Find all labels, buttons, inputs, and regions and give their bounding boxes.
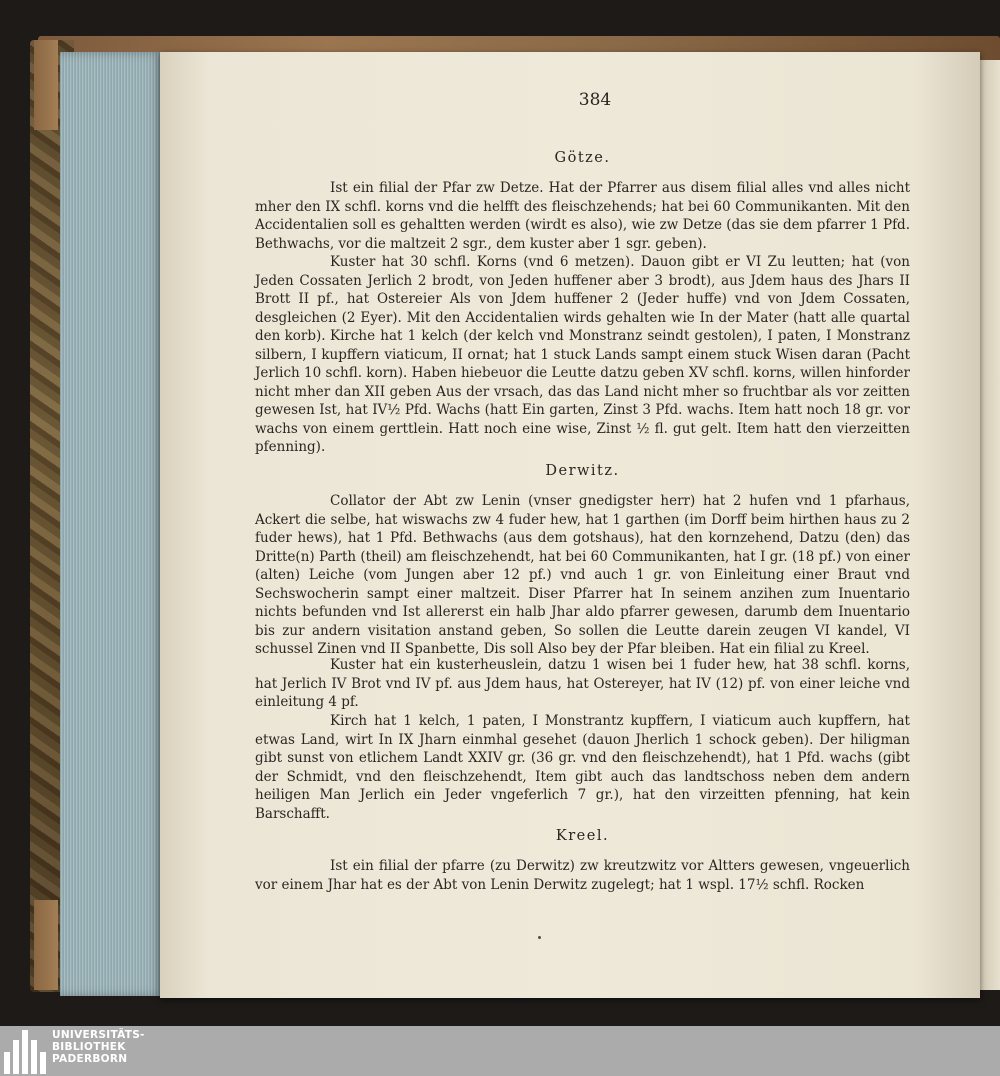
logo-line: UNIVERSITÄTS- [52,1029,145,1041]
logo-line: PADERBORN [52,1053,128,1065]
logo-line: BIBLIOTHEK [52,1041,126,1053]
page-number: 384 [578,90,612,110]
library-logo-icon [4,1028,48,1074]
paragraph: Kirche hat 1 kelch (der kelch vnd Monstranz seindt gestolen), I paten, I Monstranz silbern, I kupffern viaticum, II ornat; hat 1 stuck Lands sampt einem stuck Wisen daran (Pacht Jerlich 10 schfl. korn). Haben hiebeuor die Leutte datzu geben XV schfl. korns, willen hinforder nicht mher dan XII geben Aus der vrsach, das das Land nicht mher so fruchtbar als vor zeitten gewesen Ist, hat IV½ Pfd. Wachs (hatt Ein garten, Zinst 3 Pfd. wachs. Item hatt noch 18 gr. vor wachs von einem gerttlein. Hatt noch eine wise, Zinst ½ fl. gut gelt. Item hatt den vierzeitten pfenning). [255,328,910,456]
page-speck [538,936,541,939]
paragraph: Collator der Abt zw Lenin (vnser gnedigster herr) hat 2 hufen vnd 1 pfarhaus, Ackert die selbe, hat wiswachs zw 4 fuder hew, hat 1 garthen (im Dorff beim hirthen haus zu 2 fuder hews), hat 1 Pfd. Bethwachs (aus dem gotshaus), hat den kornzehend, Datzu (den) das Dritte(n) Parth (theil) am fleischzehendt, hat bei 60 Communikanten, hat I gr. (18 pf.) von einer (alten) Leiche (vom Jungen aber 12 pf.) vnd auch 1 gr. von Einleitung einer Braut vnd Sechswocherin sampt einer maltzeit. Diser Pfarrer hat In seinem anzihen zum Inuentario nichts befunden vnd Ist allererst ein halb Jhar aldo pfarrer gewesen, darumb dem Inuentario bis zur andern visitation anstand geben, So sollen die Leutte darein zeugen VI kandel, VI schussel Zinen vnd II Spanbette, Dis soll Also bey der Pfar bleiben. Hat ein filial zu Kreel. [255,493,910,658]
paragraph: Ist ein filial der Pfar zw Detze. Hat der Pfarrer aus disem filial alles vnd alles nicht mher den IX schfl. korns vnd die helfft des fleischzehends; hat bei 60 Communikanten. Mit den Accidentalien soll es gehaltten werden (wirdt es also), wie zw Detze (das sie dem pfarrer 1 Pfd. Bethwachs, vor die maltzeit 2 sgr., dem kuster aber 1 sgr. geben). [255,180,910,252]
section-heading-kreel: Kreel. [555,828,610,844]
paragraph: Ist ein filial der pfarre (zu Derwitz) zw kreutzwitz vor Altters gewesen, vngeuerlich vor einem Jhar hat es der Abt von Lenin Derwitz zugelegt; hat 1 wspl. 17½ schfl. Rocken [255,858,910,893]
paragraph: Kuster hat ein kusterheuslein, datzu 1 wisen bei 1 fuder hew, hat 38 schfl. korns, hat Jerlich IV Brot vnd IV pf. aus Jdem haus, hat Ostereyer, hat IV (12) pf. von einer leiche vnd einleitung 4 pf. [255,657,910,711]
paragraph: Kuster hat 30 schfl. Korns (vnd 6 metzen). Dauon gibt er VI Zu leutten; hat (von Jeden Cossaten Jerlich 2 brodt, von Jeden huffener aber 3 brodt), aus Jdem haus des Jhars II Brott II pf., hat Ostereier Als von Jdem huffener 2 (Jeder huffe) vnd von Jdem Cossaten, desgleichen (2 Eyer). Mit den Accidentalien wirds gehalten wie In der Mater (hatt alle quartal den korb). [255,254,910,345]
library-logo-text [52,1029,145,1065]
section-heading-derwitz: Derwitz. [545,463,620,479]
cover-corner-top [34,40,58,130]
section-heading-goetze: Götze. [554,150,611,166]
paragraph: Kirch hat 1 kelch, 1 paten, I Monstrantz kupffern, I viaticum auch kupffern, hat etwas Land, wirt In IX Jharn einmhal gesehet (dauon Jherlich 1 schock geben). Der hiligman gibt sunst von etlichem Landt XXIV gr. (36 gr. vnd den fleischzehendt), hat 1 Pfd. wachs (gibt der Schmidt, vnd den fleischzehendt, Item gibt auch das landtschoss neben dem andern heiligen Man Jerlich ein Jeder vngeferlich 7 gr.), hat den virzeitten pfenning, hat kein Barschafft. [255,713,910,822]
library-footer [0,1026,1000,1076]
page-edges [60,52,164,996]
cover-corner-bottom [34,900,58,990]
next-page-edge [978,60,1000,990]
